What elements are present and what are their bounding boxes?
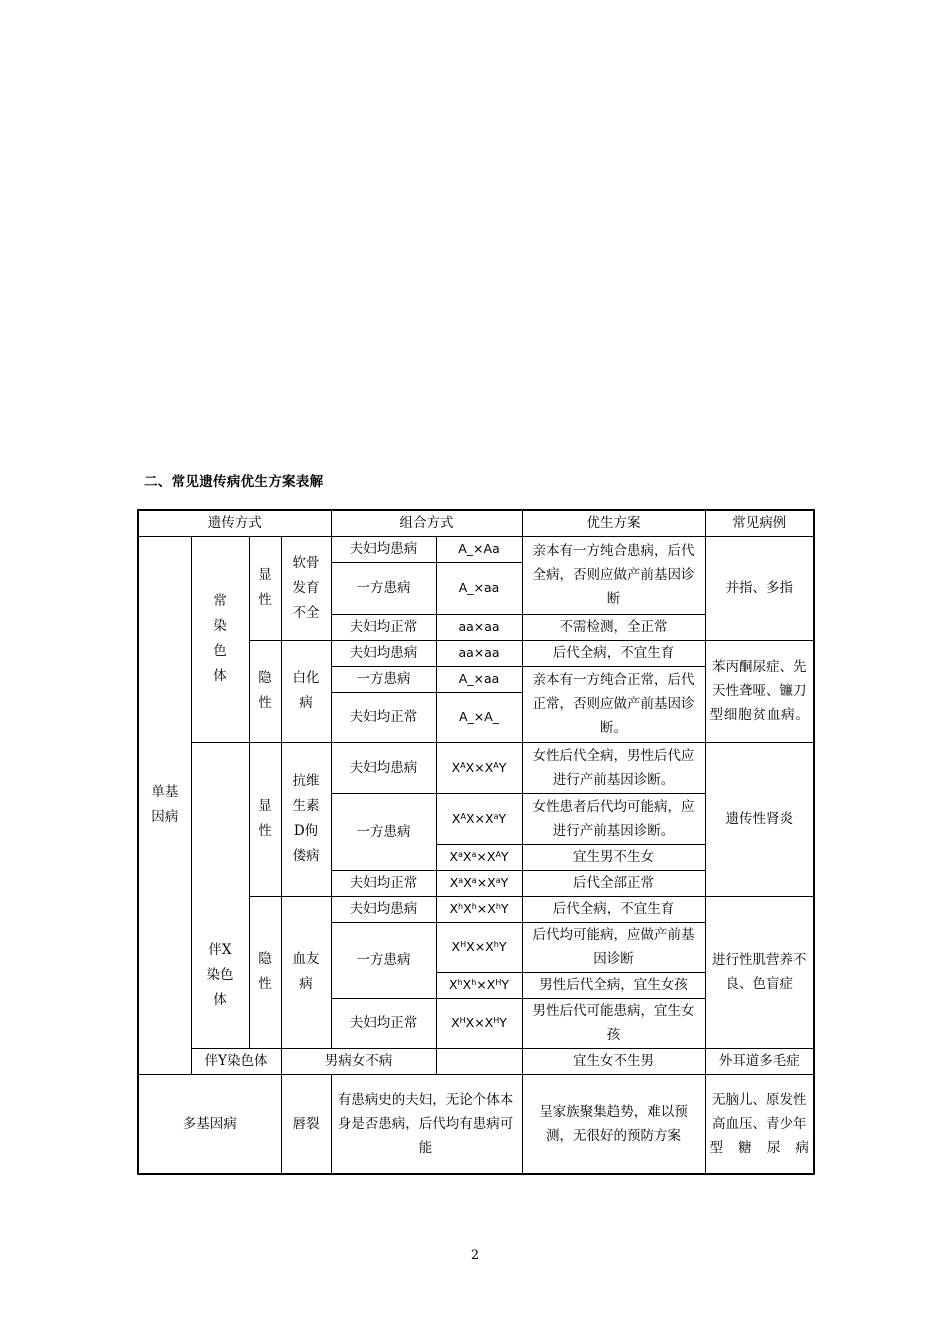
plan: 女性后代全病，男性后代应进行产前基因诊断。 (522, 742, 705, 793)
combo-label: 一方患病 (331, 562, 436, 614)
combo-label: 夫妇均患病 (331, 742, 436, 793)
plan: 后代均可能病，应做产前基因诊断 (522, 922, 705, 972)
table-row (138, 742, 814, 768)
genotype: A_×Aa (436, 536, 522, 562)
multi-combo: 有患病史的夫妇，无论个体本身是否患病，后代均有患病可能 (331, 1074, 522, 1174)
combo-label: 一方患病 (331, 793, 436, 870)
plan: 宜生男不生女 (522, 844, 705, 870)
plan: 后代全病，不宜生育 (522, 896, 705, 922)
example: 苯丙酮尿症、先天性聋哑、镰刀型细胞贫血病。 (705, 640, 814, 742)
table-row (138, 536, 814, 562)
genotype-empty (436, 1048, 522, 1074)
header-row (138, 510, 814, 536)
genetic-disease-table (137, 509, 815, 1175)
autosomal-label: 常染色体 (191, 536, 249, 742)
plan: 宜生女不生男 (522, 1048, 705, 1074)
dominant-label: 显性 (249, 742, 281, 896)
plan: 亲本有一方纯合患病，后代全病，否则应做产前基因诊断 (522, 536, 705, 614)
combo-label: 夫妇均正常 (331, 692, 436, 742)
header-combo: 组合方式 (331, 510, 522, 536)
combo-label: 夫妇均正常 (331, 614, 436, 640)
genotype: A_×aa (436, 666, 522, 692)
disease-cleft-lip: 唇裂 (281, 1074, 331, 1174)
y-linked-label: 伴Y染色体 (191, 1048, 281, 1074)
multi-gene-label: 多基因病 (138, 1074, 281, 1174)
genotype: A_×aa (436, 562, 522, 614)
genotype: aa×aa (436, 640, 522, 666)
genotype: $X^hX^h\times X^HY$ (436, 972, 522, 998)
genotype: aa×aa (436, 614, 522, 640)
disease-achondroplasia: 软骨发育不全 (281, 536, 331, 640)
genotype: $X^aX^a\times X^aY$ (436, 870, 522, 896)
plan: 亲本有一方纯合正常，后代正常，否则应做产前基因诊断。 (522, 666, 705, 742)
disease-vitd-rickets: 抗维生素D佝偻病 (281, 742, 331, 896)
genotype: $X^aX^a\times X^AY$ (436, 844, 522, 870)
combo-label: 夫妇均正常 (331, 998, 436, 1048)
x-linked-label: 伴X染色体 (191, 742, 249, 1048)
plan: 后代全部正常 (522, 870, 705, 896)
dominant-label: 显性 (249, 536, 281, 640)
combo-label: 夫妇均患病 (331, 536, 436, 562)
genotype: A_×A_ (436, 692, 522, 742)
example: 外耳道多毛症 (705, 1048, 814, 1074)
example: 遗传性肾炎 (705, 742, 814, 896)
genotype: $X^HX\times X^hY$ (436, 922, 522, 972)
combo-label: 夫妇均正常 (331, 870, 436, 896)
genotype: $X^HX\times X^HY$ (436, 998, 522, 1048)
table-row (138, 1074, 814, 1174)
recessive-label: 隐性 (249, 640, 281, 742)
combo-label: 男病女不病 (281, 1048, 436, 1074)
disease-hemophilia: 血友病 (281, 896, 331, 1048)
recessive-label: 隐性 (249, 896, 281, 1048)
disease-albinism: 白化病 (281, 640, 331, 742)
single-gene-label: 单基因病 (138, 536, 191, 1074)
combo-label: 一方患病 (331, 922, 436, 998)
header-example: 常见病例 (705, 510, 814, 536)
combo-label: 夫妇均患病 (331, 640, 436, 666)
plan: 女性患者后代均可能病，应进行产前基因诊断。 (522, 793, 705, 844)
table-row (138, 1048, 814, 1074)
plan: 不需检测，全正常 (522, 614, 705, 640)
combo-label: 夫妇均患病 (331, 896, 436, 922)
genotype: $X^AX\times X^AY$ (436, 742, 522, 793)
example: 无脑儿、原发性高血压、青少年型糖尿病 (705, 1074, 814, 1174)
section-heading: 二、常见遗传病优生方案表解 (144, 474, 324, 490)
header-plan: 优生方案 (522, 510, 705, 536)
plan: 男性后代全病，宜生女孩 (522, 972, 705, 998)
genotype: $X^hX^h\times X^hY$ (436, 896, 522, 922)
example: 进行性肌营养不良、色盲症 (705, 896, 814, 1048)
header-mode: 遗传方式 (138, 510, 331, 536)
example: 并指、多指 (705, 536, 814, 640)
page-number: 2 (470, 1248, 480, 1263)
plan: 后代全病，不宜生育 (522, 640, 705, 666)
genotype: $X^AX\times X^aY$ (436, 793, 522, 844)
combo-label: 一方患病 (331, 666, 436, 692)
plan: 呈家族聚集趋势，难以预测，无很好的预防方案 (522, 1074, 705, 1174)
plan: 男性后代可能患病，宜生女孩 (522, 998, 705, 1048)
